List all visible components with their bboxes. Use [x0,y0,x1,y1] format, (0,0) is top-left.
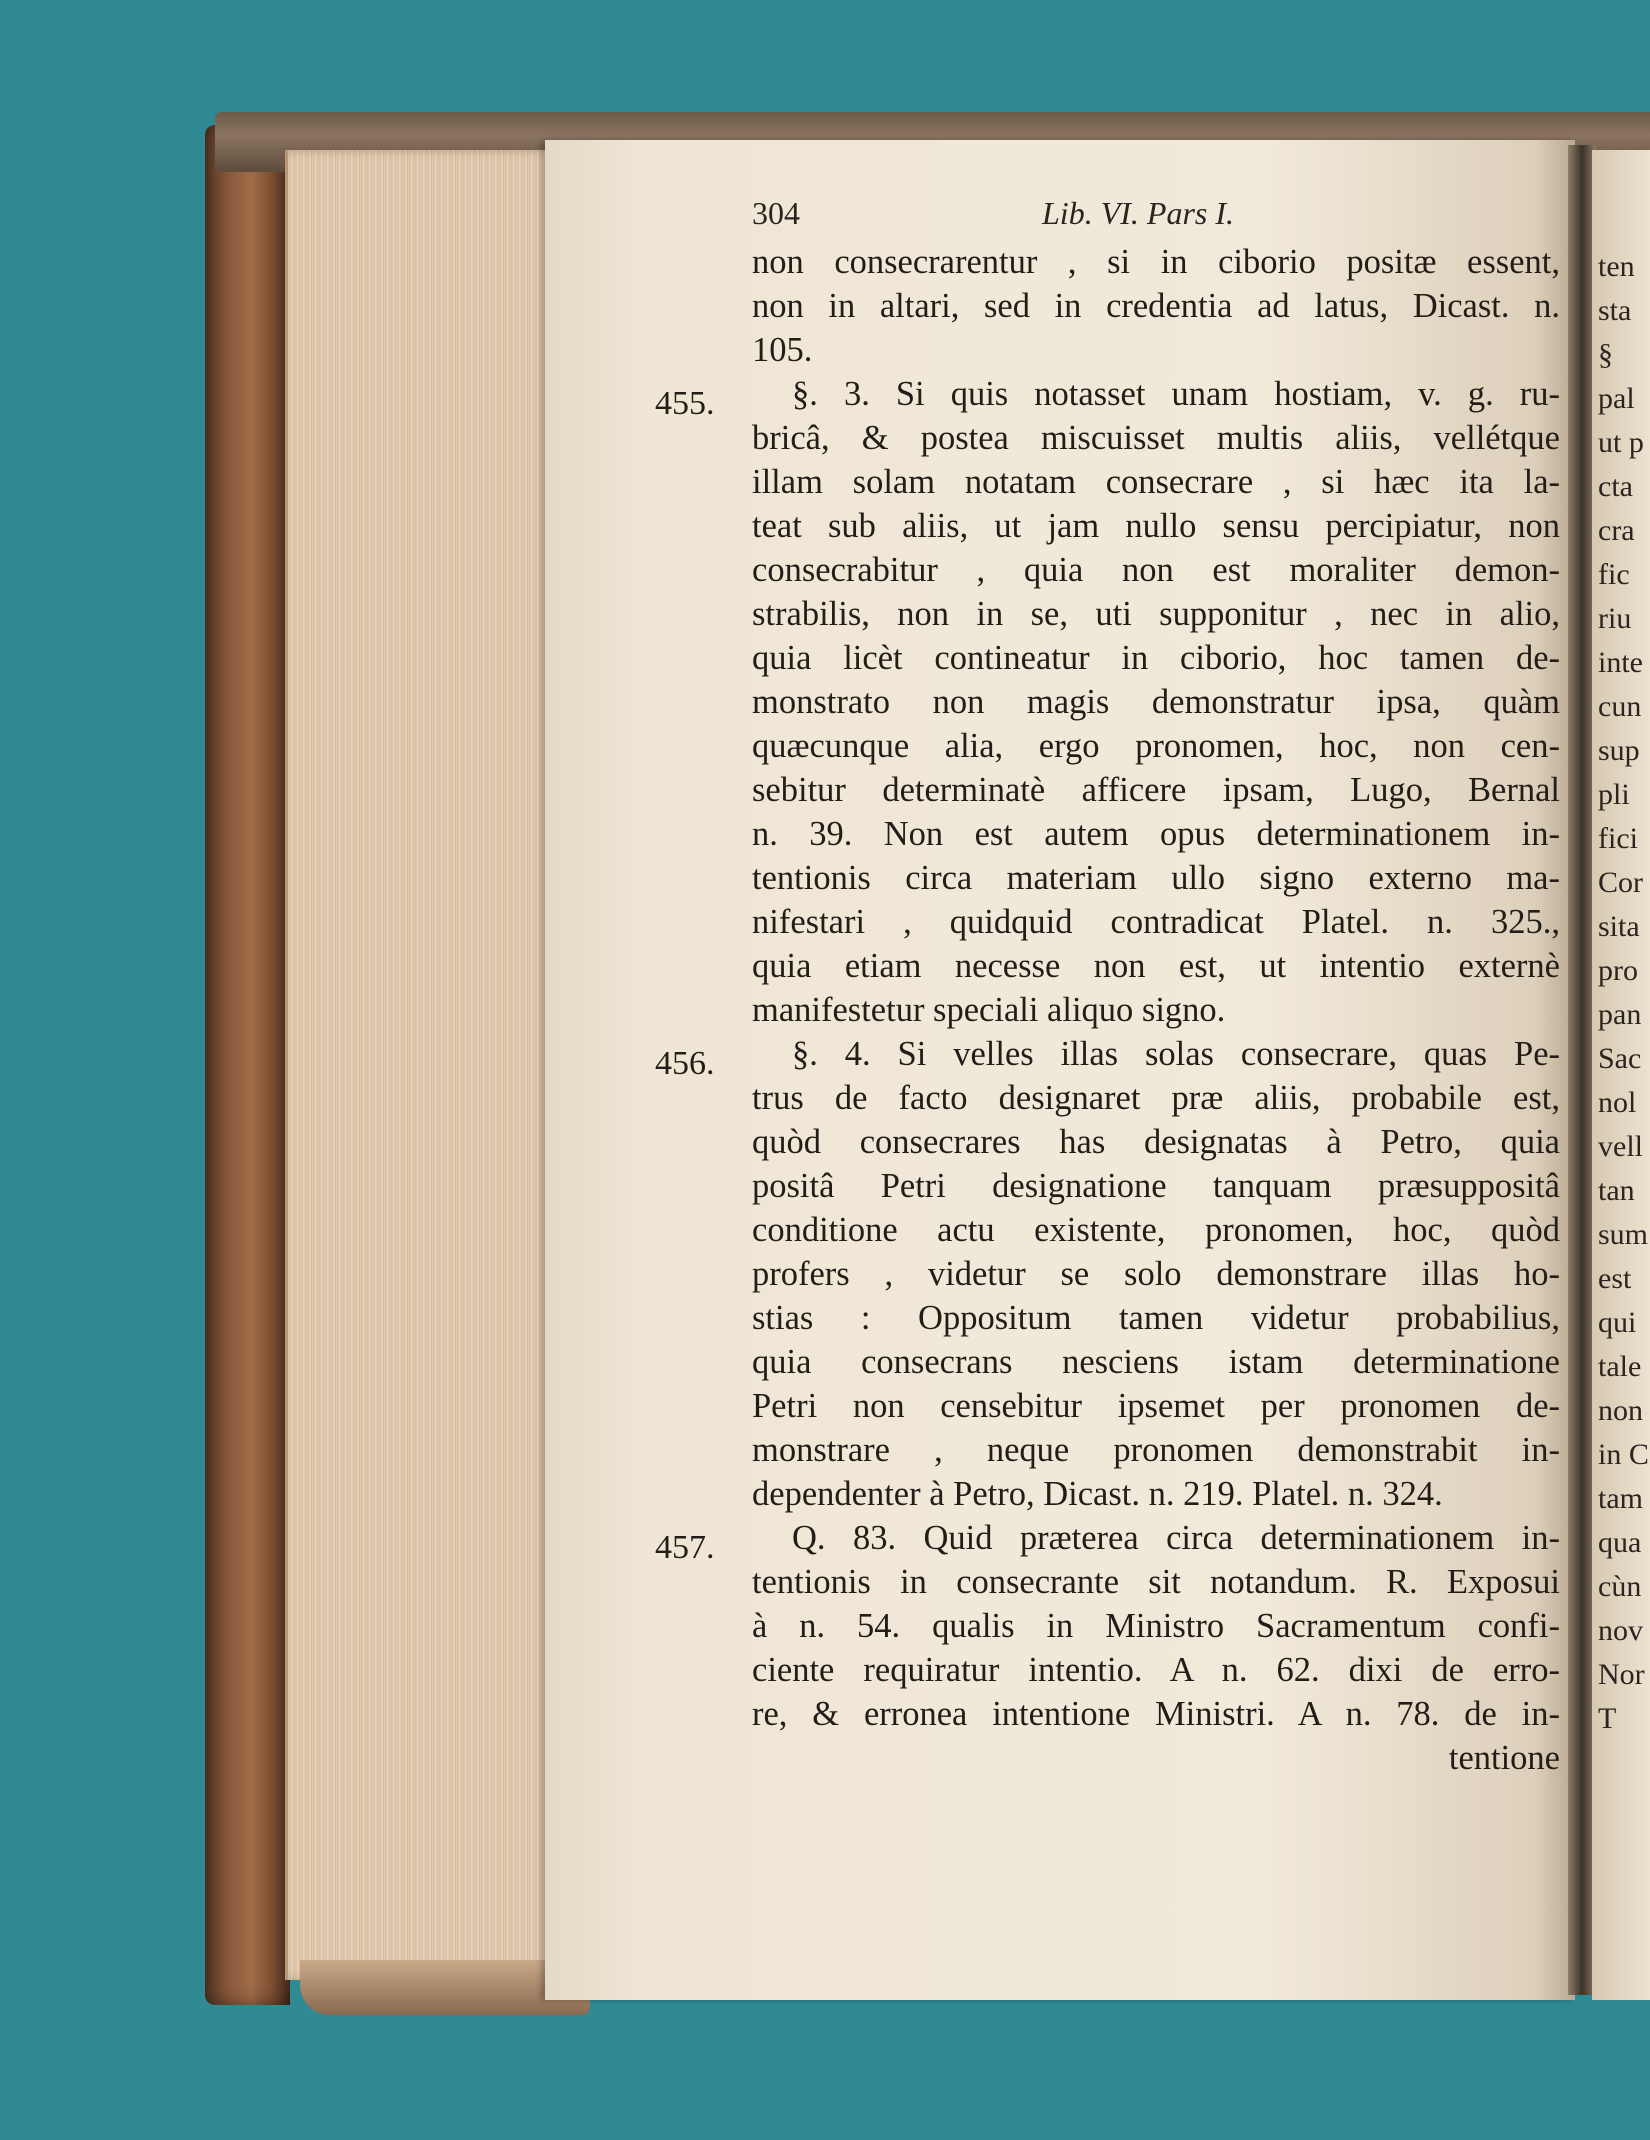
text-line: quòd consecrares has designatas à Petro, quia [752,1123,1560,1161]
right-page-text-fragment: non [1598,1394,1643,1427]
right-page-text-fragment: est [1598,1262,1632,1295]
right-page-text-fragment: pal [1598,382,1635,415]
text-line: à n. 54. qualis in Ministro Sacramentum confi- [752,1607,1560,1645]
page-header [752,195,1302,235]
right-page-text-fragment: ut p [1598,426,1644,459]
paragraph-number: 455. [655,385,715,422]
text-line: §. 4. Si velles illas solas consecrare, quas Pe- [792,1035,1560,1073]
right-page-text-fragment: inte [1598,646,1643,679]
text-line: sebitur determinatè afficere ipsam, Lugo, Bernal [752,771,1560,809]
right-page-text-fragment: nov [1598,1614,1643,1647]
text-line: non in altari, sed in credentia ad latus, Dicast. n. [752,287,1560,325]
right-page-text-fragment: nol [1598,1086,1637,1119]
right-page-text-fragment: cta [1598,470,1633,503]
right-page-text-fragment: cra [1598,514,1635,547]
text-line: monstrare , neque pronomen demonstrabit in- [752,1431,1560,1469]
right-page-text-fragment: riu [1598,602,1632,635]
right-page-text-fragment: in C [1598,1438,1649,1471]
right-page-text-fragment: § [1598,338,1613,371]
right-page-text-fragment: tale [1598,1350,1642,1383]
right-page-text-fragment: qua [1598,1526,1642,1559]
text-line: conditione actu existente, pronomen, hoc, quòd [752,1211,1560,1249]
text-line: nifestari , quidquid contradicat Platel. n. 325., [752,903,1560,941]
text-line: quia etiam necesse non est, ut intentio externè [752,947,1560,985]
right-page-text-fragment: sup [1598,734,1640,767]
text-line: non consecrarentur , si in ciborio positæ essent, [752,243,1560,281]
right-page-text-fragment: Sac [1598,1042,1642,1075]
right-page-text-fragment: fic [1598,558,1630,591]
text-line: tentionis circa materiam ullo signo externo ma- [752,859,1560,897]
right-page-text-fragment: sta [1598,294,1632,327]
text-line: re, & erronea intentione Ministri. A n. 78. de in- [752,1695,1560,1733]
right-page-text-fragment: Nor [1598,1658,1645,1691]
text-line: dependenter à Petro, Dicast. n. 219. Platel. n. 324. [752,1475,1443,1513]
right-page-text-fragment: fici [1598,822,1638,855]
page-number: 304 [752,195,800,231]
right-page-text-fragment: cun [1598,690,1642,723]
right-page-fragment [1592,150,1650,2000]
text-line: strabilis, non in se, uti supponitur , nec in alio, [752,595,1560,633]
right-page-text-fragment: sita [1598,910,1640,943]
right-page-text-fragment: pli [1598,778,1630,811]
text-line: §. 3. Si quis notasset unam hostiam, v. g. ru- [792,375,1560,413]
text-line: 105. [752,331,813,369]
text-line: stias : Oppositum tamen videtur probabilius, [752,1299,1560,1337]
right-page-text-fragment: sum [1598,1218,1649,1251]
book-spine [205,125,290,2005]
text-line: quia licèt contineatur in ciborio, hoc tamen de- [752,639,1560,677]
text-line: quæcunque alia, ergo pronomen, hoc, non cen- [752,727,1560,765]
text-line: teat sub aliis, ut jam nullo sensu percipiatur, non [752,507,1560,545]
right-page-text-fragment: tan [1598,1174,1635,1207]
right-page-text-fragment: pan [1598,998,1642,1031]
right-page-text-fragment: qui [1598,1306,1637,1339]
text-line: illam solam notatam consecrare , si hæc ita la- [752,463,1560,501]
right-page-text-fragment: ten [1598,250,1635,283]
text-line: n. 39. Non est autem opus determinationem in- [752,815,1560,853]
right-page-text-fragment: cùn [1598,1570,1642,1603]
text-line: profers , videtur se solo demonstrare illas ho- [752,1255,1560,1293]
text-line: trus de facto designaret præ aliis, probabile est, [752,1079,1560,1117]
running-title: Lib. VI. Pars I. [1042,195,1234,231]
page-block-edge [285,150,558,1980]
right-page-text-fragment: T [1598,1702,1617,1735]
right-page-text-fragment: pro [1598,954,1638,987]
text-line: bricâ, & postea miscuisset multis aliis, vellétque [752,419,1560,457]
text-line: positâ Petri designatione tanquam præsuppositâ [752,1167,1560,1205]
text-line: consecrabitur , quia non est moraliter demon- [752,551,1560,589]
right-page-text-fragment: Cor [1598,866,1643,899]
text-line: tentionis in consecrante sit notandum. R. Exposui [752,1563,1560,1601]
text-line: quia consecrans nesciens istam determinatione [752,1343,1560,1381]
text-line: tentione [1448,1739,1560,1777]
paragraph-number: 457. [655,1529,715,1566]
text-line: Petri non censebitur ipsemet per pronomen de- [752,1387,1560,1425]
text-line: Q. 83. Quid præterea circa determinationem in- [792,1519,1560,1557]
text-line: ciente requiratur intentio. A n. 62. dixi de erro- [752,1651,1560,1689]
right-page-text-fragment: tam [1598,1482,1643,1515]
right-page-text-fragment: vell [1598,1130,1643,1163]
text-line: monstrato non magis demonstratur ipsa, quàm [752,683,1560,721]
text-line: manifestetur speciali aliquo signo. [752,991,1226,1029]
paragraph-number: 456. [655,1045,715,1082]
